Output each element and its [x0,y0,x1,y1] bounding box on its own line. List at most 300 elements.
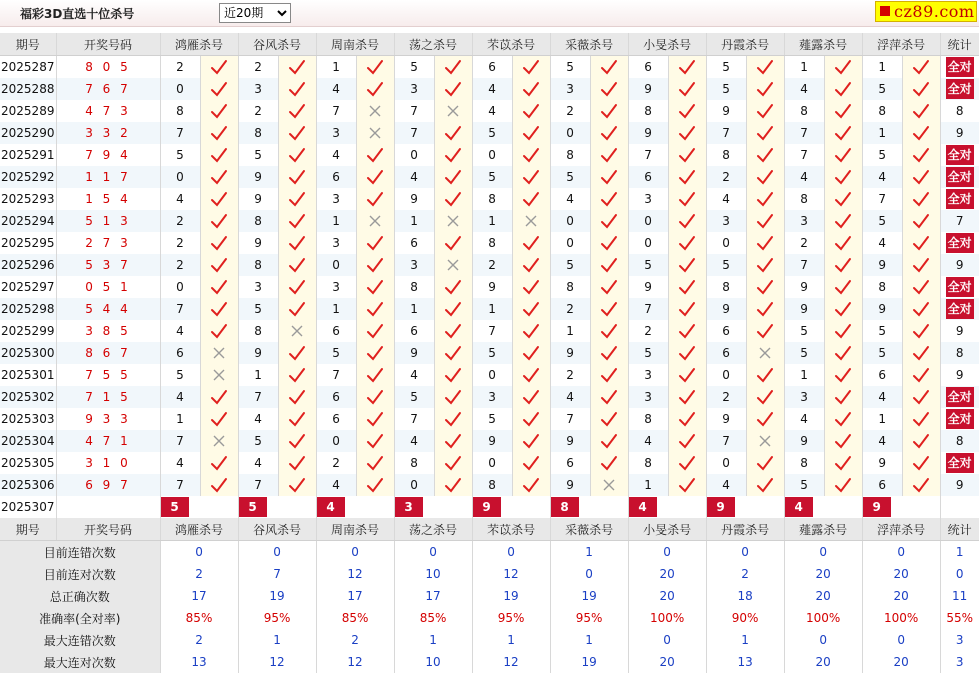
header-method[interactable]: 荡之杀号 [394,518,472,541]
kill-number-cell: 7 [394,122,434,144]
kill-number-cell: 0 [316,254,356,276]
header-method[interactable]: 周南杀号 [316,33,394,56]
current-kill-number: 9 [707,497,735,517]
header-method[interactable]: 薤露杀号 [784,33,862,56]
kill-number-cell: 6 [706,342,746,364]
check-icon [590,320,628,342]
kill-number-cell: 5 [628,254,668,276]
header-method[interactable]: 周南杀号 [316,518,394,541]
check-icon [278,364,316,386]
check-icon [668,452,706,474]
kill-number-cell: 0 [394,474,434,496]
kill-number-cell: 4 [628,430,668,452]
current-kill-cell [160,496,238,518]
summary-label: 准确率(全对率) [0,607,160,629]
kill-number-cell: 9 [628,78,668,100]
check-icon [434,232,472,254]
kill-number-cell: 5 [628,342,668,364]
check-icon [746,408,784,430]
check-icon [200,254,238,276]
draw-row [0,408,979,430]
kill-number-cell: 5 [238,144,278,166]
kill-number-cell: 7 [238,386,278,408]
cross-icon [746,430,784,452]
all-correct-badge: 全对 [946,167,974,187]
check-icon [356,474,394,496]
check-icon [200,144,238,166]
header-row-bottom [0,518,979,541]
period-cell: 2025298 [0,298,56,320]
check-icon [512,166,550,188]
header-method[interactable]: 鸿雁杀号 [160,33,238,56]
header-method[interactable]: 采薇杀号 [550,518,628,541]
kill-number-cell: 5 [472,342,512,364]
summary-row [0,585,979,607]
check-icon [278,144,316,166]
kill-number-cell: 0 [394,144,434,166]
stat-cell [940,298,979,320]
header-method[interactable]: 浮萍杀号 [862,518,940,541]
all-correct-badge: 全对 [946,145,974,165]
header-method[interactable]: 芣苡杀号 [472,33,550,56]
check-icon [590,56,628,79]
check-icon [824,210,862,232]
kill-number-cell: 4 [316,474,356,496]
header-method[interactable]: 小旻杀号 [628,518,706,541]
period-cell: 2025303 [0,408,56,430]
stat-cell [940,364,979,386]
summary-value: 100% [628,607,706,629]
draw-row [0,386,979,408]
kill-number-cell: 5 [862,342,902,364]
summary-value: 20 [628,563,706,585]
kill-number-cell: 7 [784,122,824,144]
cross-icon [200,342,238,364]
current-period-row [0,496,979,518]
cross-icon [356,100,394,122]
check-icon [278,188,316,210]
summary-value: 2 [160,629,238,651]
kill-number-cell: 6 [394,232,434,254]
summary-value: 1 [238,629,316,651]
check-icon [824,320,862,342]
kill-number-cell: 8 [862,276,902,298]
check-icon [590,210,628,232]
check-icon [512,122,550,144]
kill-number-cell: 8 [238,320,278,342]
header-method[interactable]: 采薇杀号 [550,33,628,56]
check-icon [824,452,862,474]
current-kill-number: 5 [161,497,189,517]
kill-number-cell: 9 [238,188,278,210]
check-icon [824,386,862,408]
period-cell: 2025289 [0,100,56,122]
kill-number-cell: 5 [862,144,902,166]
check-icon [200,78,238,100]
header-method[interactable]: 谷风杀号 [238,518,316,541]
open-number-cell: 9 3 3 [56,408,160,430]
kill-number-cell: 2 [160,210,200,232]
summary-value: 0 [706,541,784,564]
check-icon [824,122,862,144]
draw-row [0,232,979,254]
check-icon [434,166,472,188]
kill-number-cell: 2 [160,254,200,276]
check-icon [434,408,472,430]
all-correct-badge: 全对 [946,387,974,407]
check-icon [746,298,784,320]
check-icon [512,452,550,474]
stat-cell [940,474,979,496]
kill-number-cell: 2 [706,386,746,408]
current-kill-number: 8 [551,497,579,517]
stat-cell [940,276,979,298]
summary-value: 0 [238,541,316,564]
kill-number-cell: 5 [706,56,746,79]
summary-stat: 11 [940,585,979,607]
summary-row [0,607,979,629]
stat-cell [940,210,979,232]
kill-number-cell: 9 [238,232,278,254]
kill-number-cell: 7 [862,188,902,210]
check-icon [902,298,940,320]
period-cell: 2025306 [0,474,56,496]
kill-number-cell: 8 [238,210,278,232]
kill-number-cell: 2 [316,452,356,474]
check-icon [434,320,472,342]
kill-number-cell: 8 [472,232,512,254]
check-icon [668,166,706,188]
kill-number-cell: 7 [160,122,200,144]
check-icon [824,298,862,320]
check-icon [200,276,238,298]
summary-value: 0 [784,541,862,564]
period-cell: 2025305 [0,452,56,474]
check-icon [278,386,316,408]
kill-number-cell: 4 [316,78,356,100]
summary-value: 1 [394,629,472,651]
period-cell: 2025296 [0,254,56,276]
kill-number-cell: 7 [784,254,824,276]
check-icon [668,210,706,232]
kill-number-cell: 6 [706,320,746,342]
check-icon [512,386,550,408]
check-icon [824,342,862,364]
kill-number-cell: 3 [550,78,590,100]
open-number-cell: 1 1 7 [56,166,160,188]
kill-number-cell: 0 [550,210,590,232]
check-icon [668,320,706,342]
cross-icon [200,364,238,386]
check-icon [434,298,472,320]
summary-value: 0 [862,541,940,564]
summary-label: 最大连对次数 [0,651,160,673]
check-icon [278,298,316,320]
check-icon [668,232,706,254]
check-icon [902,430,940,452]
check-icon [824,276,862,298]
check-icon [746,232,784,254]
current-kill-number: 5 [239,497,267,517]
check-icon [356,78,394,100]
kill-number-cell: 7 [316,364,356,386]
kill-number-cell: 7 [160,474,200,496]
kill-number-cell: 5 [472,122,512,144]
check-icon [746,320,784,342]
all-correct-badge: 全对 [946,57,974,77]
period-cell: 2025301 [0,364,56,386]
summary-value: 2 [160,563,238,585]
hit-count: 8 [955,434,964,448]
kill-number-cell: 0 [472,364,512,386]
kill-number-cell: 2 [472,254,512,276]
kill-number-cell: 6 [316,408,356,430]
header-method[interactable]: 荡之杀号 [394,33,472,56]
summary-stat: 3 [940,629,979,651]
kill-number-cell: 5 [394,386,434,408]
summary-value: 20 [784,585,862,607]
kill-number-cell: 6 [316,166,356,188]
summary-value: 20 [784,651,862,673]
kill-number-cell: 1 [862,56,902,79]
check-icon [902,100,940,122]
all-correct-badge: 全对 [946,299,974,319]
check-icon [902,144,940,166]
check-icon [668,78,706,100]
check-icon [200,56,238,79]
summary-value: 95% [550,607,628,629]
summary-value: 13 [706,651,784,673]
current-kill-cell [862,496,940,518]
kill-number-cell: 1 [160,408,200,430]
period-cell: 2025295 [0,232,56,254]
check-icon [278,166,316,188]
header-method[interactable]: 谷风杀号 [238,33,316,56]
check-icon [824,100,862,122]
check-icon [668,430,706,452]
check-icon [668,408,706,430]
header-period: 期号 [0,518,56,541]
open-number-cell: 3 1 0 [56,452,160,474]
current-kill-label: 当前期杀号 [56,496,160,518]
draw-row [0,100,979,122]
period-cell: 2025291 [0,144,56,166]
logo-square-icon [880,6,890,16]
check-icon [200,474,238,496]
site-logo[interactable] [875,1,977,22]
kill-number-cell: 4 [238,452,278,474]
kill-number-cell: 4 [394,364,434,386]
summary-stat: 3 [940,651,979,673]
kill-number-cell: 0 [472,452,512,474]
summary-value: 12 [316,563,394,585]
summary-value: 20 [628,651,706,673]
kill-number-cell: 5 [706,78,746,100]
summary-value: 0 [472,541,550,564]
summary-value: 95% [238,607,316,629]
kill-number-cell: 5 [550,254,590,276]
summary-value: 100% [862,607,940,629]
kill-number-cell: 0 [706,232,746,254]
kill-number-cell: 0 [550,122,590,144]
range-select[interactable] [219,3,291,23]
check-icon [668,474,706,496]
kill-number-cell: 7 [472,320,512,342]
check-icon [824,78,862,100]
kill-number-cell: 9 [706,408,746,430]
kill-number-cell: 5 [862,320,902,342]
kill-number-cell: 0 [316,430,356,452]
check-icon [512,276,550,298]
kill-number-cell: 1 [550,320,590,342]
hit-count: 9 [955,126,964,140]
kill-number-cell: 1 [316,298,356,320]
summary-label: 目前连错次数 [0,541,160,564]
kill-number-cell: 7 [316,100,356,122]
check-icon [356,386,394,408]
check-icon [512,430,550,452]
all-correct-badge: 全对 [946,79,974,99]
header-method[interactable]: 薤露杀号 [784,518,862,541]
kill-number-cell: 8 [628,100,668,122]
kill-number-cell: 1 [862,408,902,430]
header-stat: 统计 [940,518,979,541]
check-icon [356,364,394,386]
check-icon [356,144,394,166]
summary-value: 19 [238,585,316,607]
check-icon [512,298,550,320]
kill-number-cell: 9 [706,298,746,320]
kill-number-cell: 6 [628,166,668,188]
kill-number-cell: 7 [628,298,668,320]
kill-table [0,33,979,673]
check-icon [668,188,706,210]
summary-value: 20 [862,585,940,607]
check-icon [356,430,394,452]
header-method[interactable]: 浮萍杀号 [862,33,940,56]
header-method[interactable]: 小旻杀号 [628,33,706,56]
period-cell: 2025292 [0,166,56,188]
check-icon [200,452,238,474]
summary-stat: 0 [940,563,979,585]
check-icon [278,210,316,232]
check-icon [902,452,940,474]
check-icon [902,276,940,298]
kill-number-cell: 7 [706,430,746,452]
cross-icon [356,122,394,144]
all-correct-badge: 全对 [946,233,974,253]
kill-number-cell: 6 [472,56,512,79]
all-correct-badge: 全对 [946,189,974,209]
check-icon [746,122,784,144]
kill-number-cell: 1 [472,210,512,232]
stat-cell [940,166,979,188]
cross-icon [200,430,238,452]
kill-number-cell: 5 [160,364,200,386]
check-icon [824,474,862,496]
open-number-cell: 8 6 7 [56,342,160,364]
check-icon [278,100,316,122]
summary-value: 20 [628,585,706,607]
kill-number-cell: 2 [628,320,668,342]
kill-number-cell: 9 [862,254,902,276]
kill-number-cell: 3 [784,210,824,232]
check-icon [590,122,628,144]
kill-number-cell: 3 [316,276,356,298]
kill-number-cell: 4 [238,408,278,430]
kill-number-cell: 4 [784,166,824,188]
kill-number-cell: 8 [472,188,512,210]
stat-cell [940,408,979,430]
kill-number-cell: 4 [862,386,902,408]
kill-number-cell: 9 [784,430,824,452]
draw-row [0,78,979,100]
summary-value: 10 [394,651,472,673]
kill-number-cell: 0 [472,144,512,166]
check-icon [902,166,940,188]
header-method[interactable]: 丹霞杀号 [706,33,784,56]
cross-icon [434,254,472,276]
check-icon [590,166,628,188]
check-icon [278,56,316,79]
logo-text: cz89.com [894,2,975,21]
check-icon [356,452,394,474]
check-icon [434,276,472,298]
header-method[interactable]: 丹霞杀号 [706,518,784,541]
open-number-cell: 0 5 1 [56,276,160,298]
check-icon [824,408,862,430]
check-icon [356,188,394,210]
kill-number-cell: 3 [628,364,668,386]
check-icon [512,100,550,122]
kill-number-cell: 6 [316,320,356,342]
summary-value: 0 [784,629,862,651]
kill-number-cell: 3 [628,188,668,210]
cross-icon [278,320,316,342]
kill-number-cell: 3 [316,188,356,210]
check-icon [746,386,784,408]
check-icon [434,364,472,386]
hit-count: 9 [955,368,964,382]
check-icon [278,452,316,474]
check-icon [512,254,550,276]
summary-row [0,629,979,651]
current-kill-number: 3 [395,497,423,517]
header-open-number: 开奖号码 [56,33,160,56]
check-icon [902,56,940,79]
stat-cell [940,100,979,122]
check-icon [278,232,316,254]
check-icon [278,78,316,100]
open-number-cell: 6 9 7 [56,474,160,496]
page-title: 福彩3D直选十位杀号 [20,7,135,21]
header-method[interactable]: 鸿雁杀号 [160,518,238,541]
check-icon [434,56,472,79]
kill-number-cell: 4 [316,144,356,166]
summary-value: 0 [862,629,940,651]
kill-number-cell: 6 [316,386,356,408]
summary-value: 1 [550,629,628,651]
current-kill-number: 9 [473,497,501,517]
header-method[interactable]: 芣苡杀号 [472,518,550,541]
check-icon [200,122,238,144]
kill-number-cell: 4 [160,452,200,474]
kill-number-cell: 4 [784,78,824,100]
current-period: 2025307 [0,496,56,518]
check-icon [902,474,940,496]
kill-number-cell: 3 [316,232,356,254]
check-icon [356,56,394,79]
